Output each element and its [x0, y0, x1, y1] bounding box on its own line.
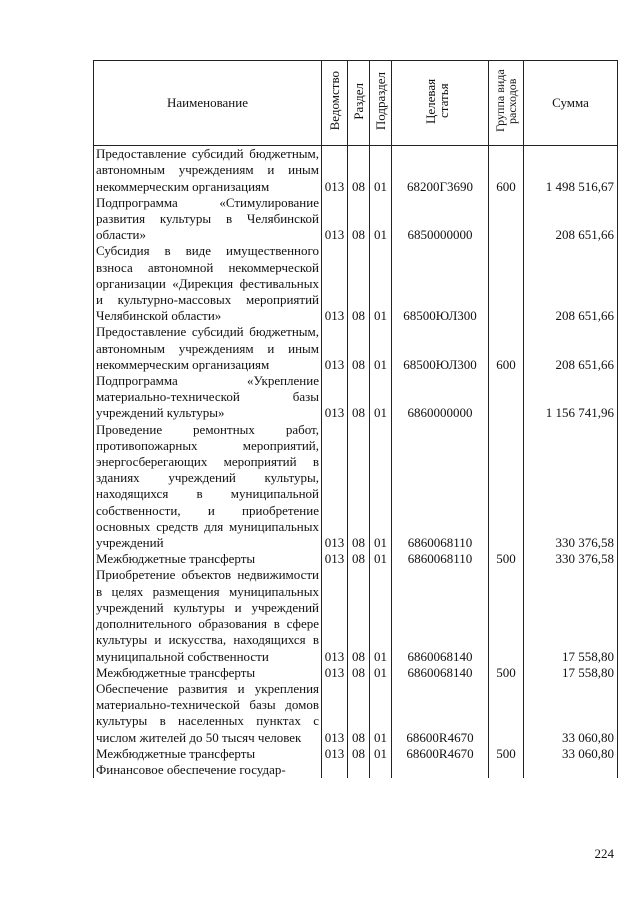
header-razdel — [348, 61, 370, 146]
cell-ved: 013 — [322, 243, 348, 324]
cell-ved: 013 — [322, 324, 348, 373]
cell-gruppa — [489, 243, 524, 324]
cell-name: Межбюджетные трансферты — [94, 665, 322, 681]
cell-celevaya: 6860068110 — [392, 551, 489, 567]
cell-summa: 17 558,80 — [524, 665, 618, 681]
cell-razdel: 08 — [348, 567, 370, 664]
cell-razdel: 08 — [348, 243, 370, 324]
cell-celevaya — [392, 762, 489, 778]
cell-podrazdel: 01 — [370, 373, 392, 422]
cell-ved: 013 — [322, 195, 348, 244]
cell-name: Подпрограмма «Стимулирование развития культуры в Челябинской области» — [94, 195, 322, 244]
header-celevaya-label: Целевая статья — [423, 78, 451, 124]
cell-summa: 330 376,58 — [524, 551, 618, 567]
table-row — [94, 195, 618, 244]
cell-summa: 1 498 516,67 — [524, 146, 618, 195]
cell-gruppa: 500 — [489, 551, 524, 567]
table-row — [94, 746, 618, 762]
cell-name: Межбюджетные трансферты — [94, 746, 322, 762]
table-row — [94, 567, 618, 664]
header-razdel-label: Раздел — [351, 82, 366, 120]
cell-podrazdel: 01 — [370, 567, 392, 664]
header-ved — [322, 61, 348, 146]
page-number: 224 — [594, 846, 614, 861]
cell-summa: 330 376,58 — [524, 422, 618, 552]
budget-table — [93, 60, 618, 778]
cell-name: Обеспечение развития и укрепления материально-технической базы домов культуры в населенных пунктах с числом жителей до 50 тысяч человек — [94, 681, 322, 746]
cell-summa: 17 558,80 — [524, 567, 618, 664]
cell-podrazdel: 01 — [370, 681, 392, 746]
cell-gruppa — [489, 567, 524, 664]
cell-podrazdel: 01 — [370, 195, 392, 244]
cell-name: Предоставление субсидий бюджетным, автономным учреждениям и иным некоммерческим организациям — [94, 146, 322, 195]
cell-name: Подпрограмма «Укрепление материально-технической базы учреждений культуры» — [94, 373, 322, 422]
cell-name: Приобретение объектов недвижимости в целях размещения муниципальных учреждений культуры и учреждений дополнительного образования в сфере культуры и искусства, находящихся в муниципальной собственности — [94, 567, 322, 664]
cell-celevaya: 6860068140 — [392, 567, 489, 664]
header-gruppa — [489, 61, 524, 146]
cell-gruppa: 500 — [489, 665, 524, 681]
table-row — [94, 324, 618, 373]
header-gruppa-label: Группа вида расходов — [493, 69, 519, 133]
table-row — [94, 243, 618, 324]
cell-ved: 013 — [322, 665, 348, 681]
table-row — [94, 146, 618, 195]
cell-celevaya: 6850000000 — [392, 195, 489, 244]
cell-razdel: 08 — [348, 551, 370, 567]
cell-ved: 013 — [322, 746, 348, 762]
header-row — [94, 61, 618, 146]
cell-podrazdel — [370, 762, 392, 778]
cell-razdel: 08 — [348, 146, 370, 195]
cell-name: Проведение ремонтных работ, противопожарных мероприятий, энергосберегающих мероприятий в зданиях учреждений культуры, находящихся в муниципальной собственности, и приобретение основных средств для муниципальных учреждений — [94, 422, 322, 552]
header-podrazdel — [370, 61, 392, 146]
header-celevaya — [392, 61, 489, 146]
cell-celevaya: 68200Г3690 — [392, 146, 489, 195]
budget-table-container — [93, 60, 617, 778]
cell-ved: 013 — [322, 373, 348, 422]
cell-ved: 013 — [322, 422, 348, 552]
cell-celevaya: 6860068140 — [392, 665, 489, 681]
cell-ved — [322, 762, 348, 778]
cell-podrazdel: 01 — [370, 243, 392, 324]
cell-celevaya: 6860000000 — [392, 373, 489, 422]
table-row — [94, 551, 618, 567]
cell-ved: 013 — [322, 681, 348, 746]
header-ved-label: Ведомство — [327, 71, 342, 131]
cell-razdel: 08 — [348, 422, 370, 552]
cell-razdel — [348, 762, 370, 778]
table-row — [94, 665, 618, 681]
cell-gruppa — [489, 422, 524, 552]
cell-gruppa — [489, 195, 524, 244]
cell-podrazdel: 01 — [370, 551, 392, 567]
cell-summa: 208 651,66 — [524, 324, 618, 373]
cell-razdel: 08 — [348, 681, 370, 746]
cell-podrazdel: 01 — [370, 146, 392, 195]
cell-name: Предоставление субсидий бюджетным, автономным учреждениям и иным некоммерческим организациям — [94, 324, 322, 373]
header-name: Наименование — [94, 61, 322, 146]
cell-razdel: 08 — [348, 373, 370, 422]
table-row — [94, 681, 618, 746]
cell-gruppa: 500 — [489, 746, 524, 762]
cell-celevaya: 68500ЮЛ300 — [392, 324, 489, 373]
cell-summa: 33 060,80 — [524, 681, 618, 746]
cell-ved: 013 — [322, 146, 348, 195]
cell-summa — [524, 762, 618, 778]
cell-name: Финансовое обеспечение государ- — [94, 762, 322, 778]
cell-ved: 013 — [322, 551, 348, 567]
table-header — [94, 61, 618, 146]
cell-podrazdel: 01 — [370, 422, 392, 552]
cell-podrazdel: 01 — [370, 665, 392, 681]
table-row — [94, 762, 618, 778]
cell-celevaya: 68500ЮЛ300 — [392, 243, 489, 324]
cell-name: Межбюджетные трансферты — [94, 551, 322, 567]
table-body — [94, 146, 618, 778]
cell-summa: 33 060,80 — [524, 746, 618, 762]
cell-celevaya: 68600R4670 — [392, 681, 489, 746]
cell-summa: 208 651,66 — [524, 243, 618, 324]
cell-razdel: 08 — [348, 195, 370, 244]
cell-gruppa — [489, 681, 524, 746]
cell-ved: 013 — [322, 567, 348, 664]
header-podrazdel-label: Подраздел — [373, 71, 388, 131]
cell-gruppa: 600 — [489, 324, 524, 373]
cell-gruppa — [489, 373, 524, 422]
cell-gruppa: 600 — [489, 146, 524, 195]
cell-celevaya: 68600R4670 — [392, 746, 489, 762]
table-row — [94, 422, 618, 552]
cell-summa: 208 651,66 — [524, 195, 618, 244]
header-summa: Сумма — [524, 61, 618, 146]
cell-name: Субсидия в виде имущественного взноса автономной некоммерческой организации «Дирекция фестивальных и культурно-массовых мероприятий Челябинской области» — [94, 243, 322, 324]
cell-summa: 1 156 741,96 — [524, 373, 618, 422]
cell-podrazdel: 01 — [370, 324, 392, 373]
cell-razdel: 08 — [348, 324, 370, 373]
cell-gruppa — [489, 762, 524, 778]
cell-podrazdel: 01 — [370, 746, 392, 762]
table-row — [94, 373, 618, 422]
cell-celevaya: 6860068110 — [392, 422, 489, 552]
cell-razdel: 08 — [348, 665, 370, 681]
cell-razdel: 08 — [348, 746, 370, 762]
